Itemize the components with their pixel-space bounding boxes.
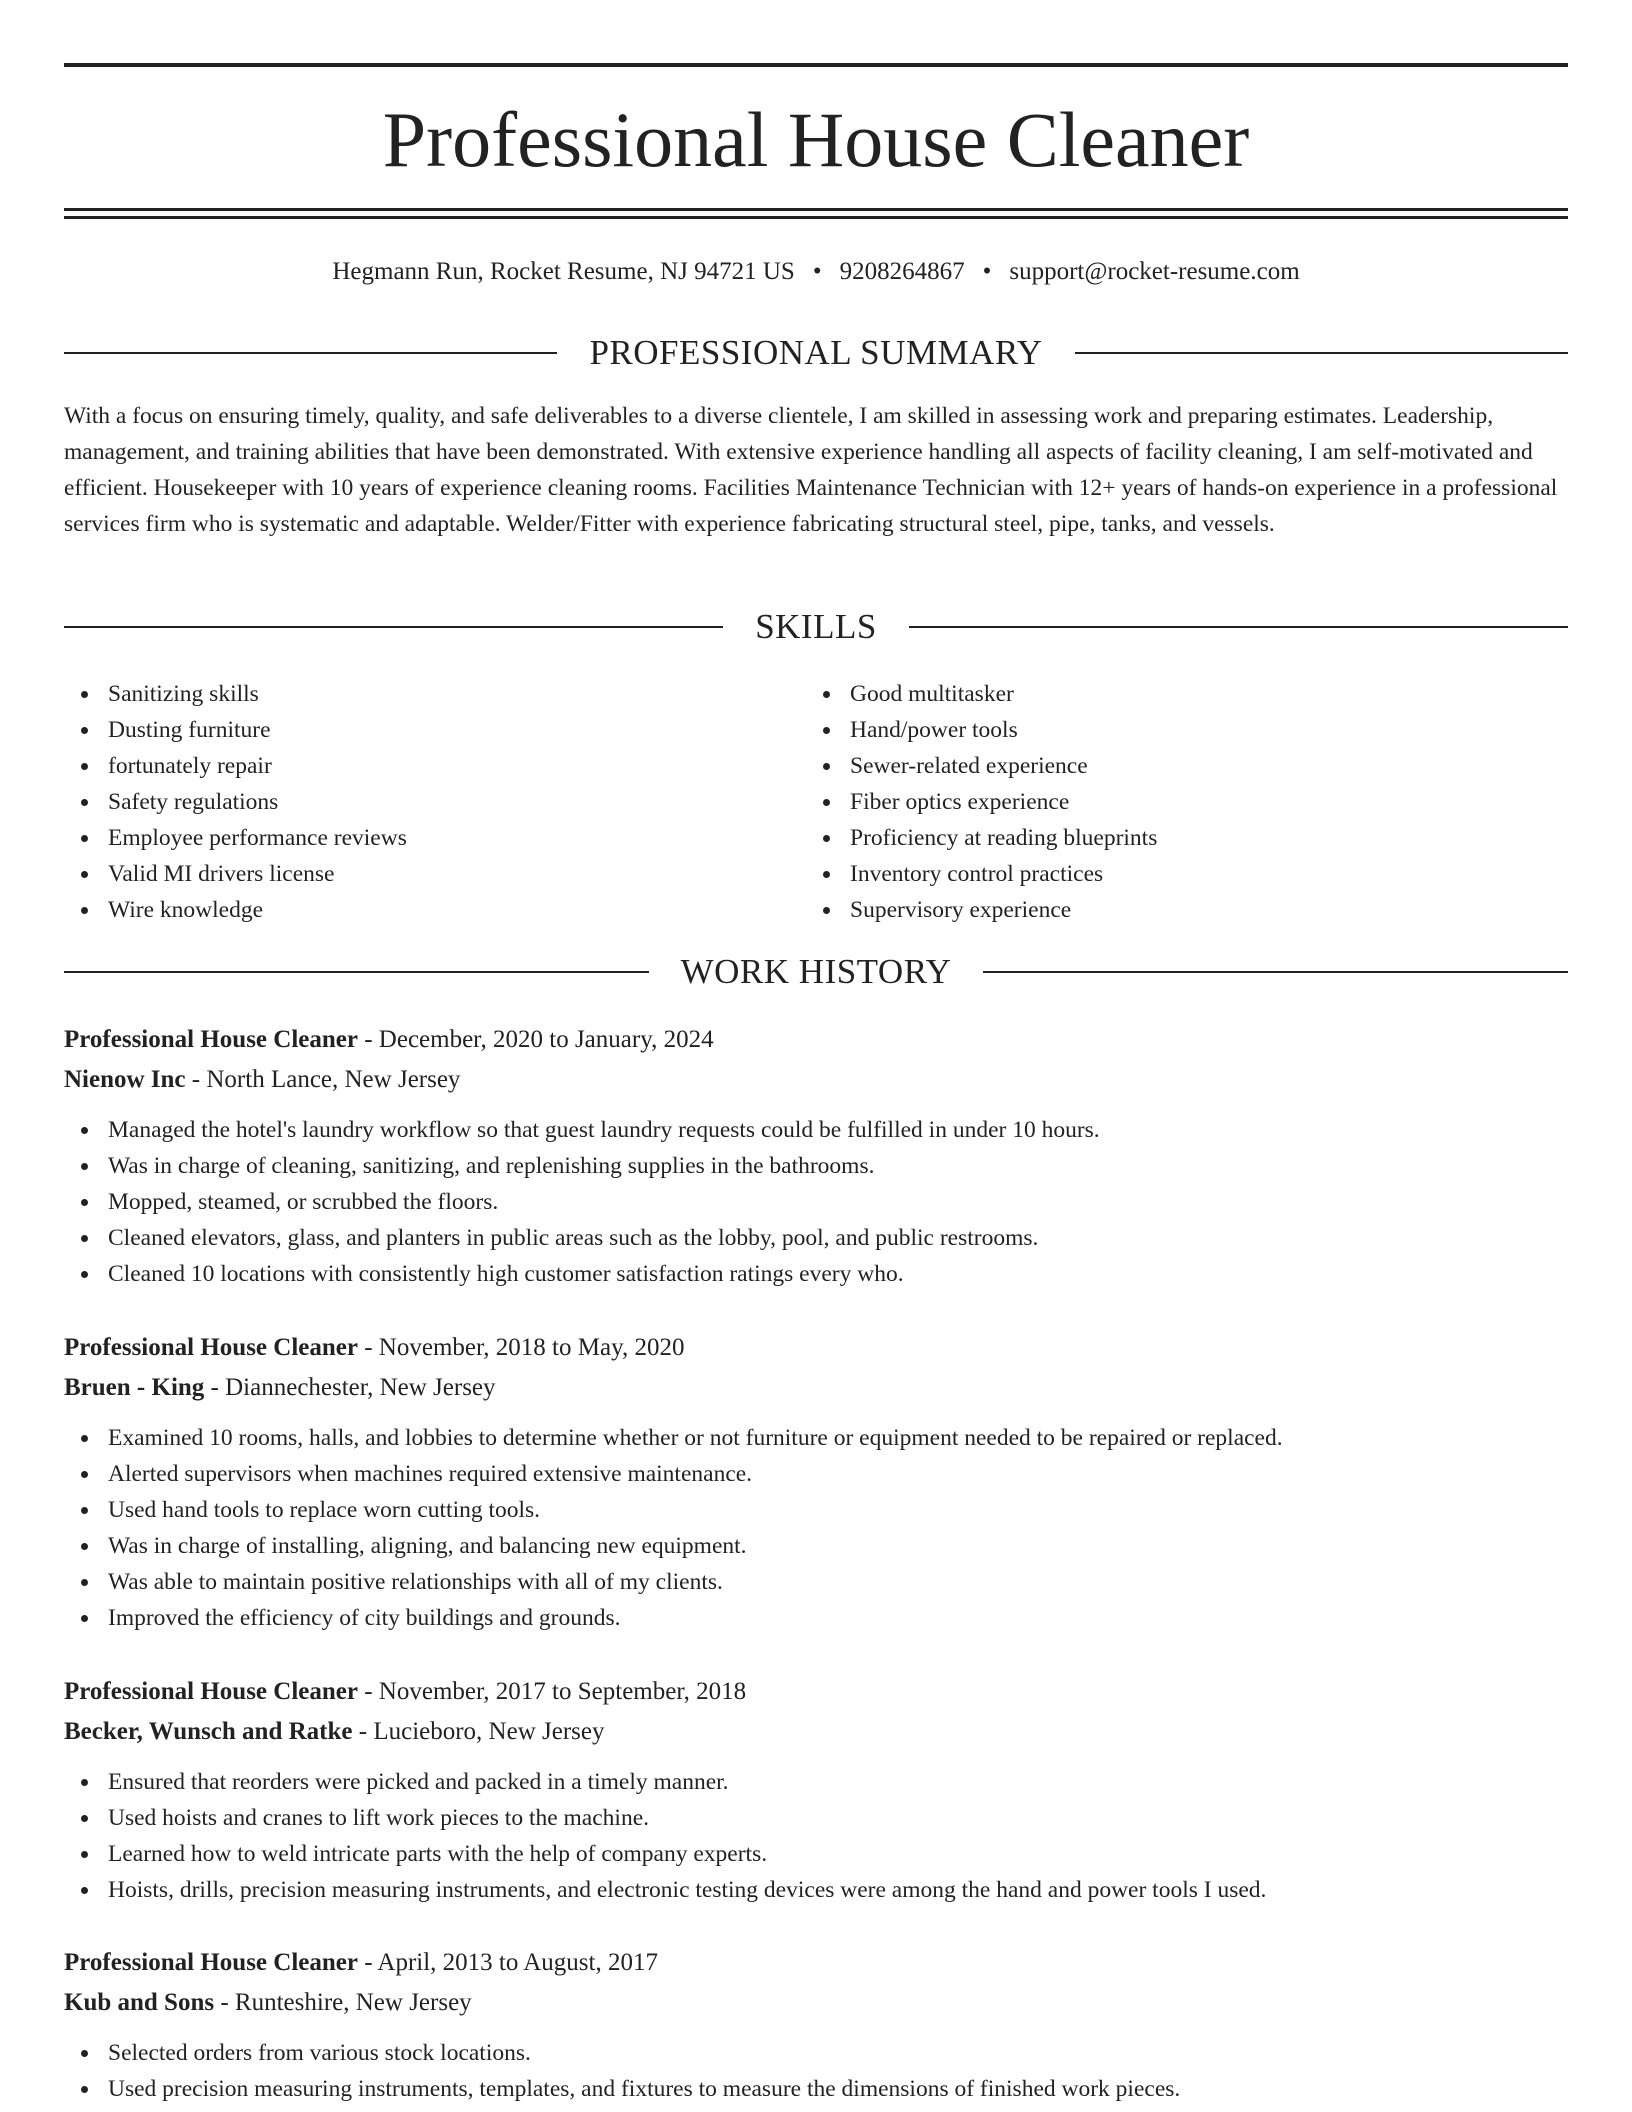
job-bullet: Hoists, drills, precision measuring instruments, and electronic testing devices were among the hand and power tools I used. (64, 1872, 1568, 1908)
job-entry (64, 1943, 1568, 2107)
skill-item: Good multitasker (806, 676, 1546, 712)
job-bullet: Alerted supervisors when machines required extensive maintenance. (64, 1456, 1568, 1492)
job-bullet: Used precision measuring instruments, templates, and fixtures to measure the dimensions of finished work pieces. (64, 2071, 1568, 2107)
job-entry (64, 1328, 1568, 1636)
job-company: Bruen - King (64, 1374, 205, 1401)
section-rule-right (909, 626, 1568, 628)
section-title: WORK HISTORY (680, 952, 952, 991)
job-location: - North Lance, New Jersey (185, 1066, 461, 1093)
section-rule-right (1075, 352, 1568, 354)
section-heading-summary (64, 331, 1568, 375)
summary-text: With a focus on ensuring timely, quality, and safe deliverables to a diverse clientele, I am skilled in assessing work and preparing estimates. Leadership, management, and training abilities that have been demonstrated. With extensive experience handling all aspects of facility cleaning, I am self-motivated and efficient. Housekeeper with 10 years of experience cleaning rooms. Facilities Maintenance Technician with 12+ years of hands-on experience in a professional services firm who is systematic and adaptable. Welder/Fitter with experience fabricating structural steel, pipe, tanks, and vessels. (64, 403, 1558, 537)
job-bullet: Was in charge of cleaning, sanitizing, and replenishing supplies in the bathrooms. (64, 1148, 1568, 1184)
job-bullet: Cleaned elevators, glass, and planters in public areas such as the lobby, pool, and public restrooms. (64, 1220, 1568, 1256)
header-double-rule-upper (64, 208, 1568, 211)
skill-item: Sanitizing skills (64, 676, 804, 712)
skills-list-left (64, 676, 804, 928)
job-bullet: Ensured that reorders were picked and packed in a timely manner. (64, 1764, 1568, 1800)
job-location: - Diannechester, New Jersey (204, 1374, 496, 1401)
contact-email: support@rocket-resume.com (1009, 258, 1300, 285)
section-title: SKILLS (755, 607, 877, 646)
section-rule-left (64, 352, 557, 354)
job-dates: - November, 2018 to May, 2020 (357, 1334, 685, 1361)
job-location: - Runteshire, New Jersey (214, 1989, 472, 2016)
job-dates: - November, 2017 to September, 2018 (357, 1678, 747, 1705)
job-bullet: Mopped, steamed, or scrubbed the floors. (64, 1184, 1568, 1220)
job-title: Professional House Cleaner (64, 1334, 358, 1361)
job-bullets (64, 2035, 1568, 2107)
contact-phone: 9208264867 (839, 258, 965, 285)
job-bullet: Was in charge of installing, aligning, and balancing new equipment. (64, 1528, 1568, 1564)
candidate-name: Professional House Cleaner (382, 96, 1250, 183)
skill-item: Supervisory experience (806, 892, 1546, 928)
section-rule-right (983, 971, 1568, 973)
header-top-rule (64, 63, 1568, 67)
job-dates: - December, 2020 to January, 2024 (357, 1026, 714, 1053)
skill-item: Hand/power tools (806, 712, 1546, 748)
skill-item: Dusting furniture (64, 712, 804, 748)
section-rule-left (64, 971, 649, 973)
skill-item: Valid MI drivers license (64, 856, 804, 892)
job-bullet: Used hand tools to replace worn cutting tools. (64, 1492, 1568, 1528)
job-title: Professional House Cleaner (64, 1026, 358, 1053)
skills-list-right (806, 676, 1546, 928)
header-double-rule-lower (64, 216, 1568, 219)
job-company: Nienow Inc (64, 1066, 186, 1093)
section-title: PROFESSIONAL SUMMARY (589, 333, 1043, 372)
section-heading-skills (64, 605, 1568, 649)
skill-item: Fiber optics experience (806, 784, 1546, 820)
contact-line (64, 254, 1568, 290)
job-title-line (64, 1943, 1568, 1983)
contact-separator: • (812, 258, 822, 285)
job-company-line (64, 1983, 1568, 2023)
job-title-line (64, 1672, 1568, 1712)
skill-item: Proficiency at reading blueprints (806, 820, 1546, 856)
job-company-line (64, 1712, 1568, 1752)
skill-item: Safety regulations (64, 784, 804, 820)
job-bullet: Was able to maintain positive relationships with all of my clients. (64, 1564, 1568, 1600)
job-dates: - April, 2013 to August, 2017 (357, 1949, 658, 1976)
job-company-line (64, 1368, 1568, 1408)
job-company: Kub and Sons (64, 1989, 215, 2016)
skill-item: fortunately repair (64, 748, 804, 784)
skill-item: Sewer-related experience (806, 748, 1546, 784)
contact-address: Hegmann Run, Rocket Resume, NJ 94721 US (332, 258, 795, 285)
job-title: Professional House Cleaner (64, 1678, 358, 1705)
job-bullet: Selected orders from various stock locations. (64, 2035, 1568, 2071)
job-entry (64, 1672, 1568, 1908)
job-company: Becker, Wunsch and Ratke (64, 1718, 353, 1745)
job-title-line (64, 1328, 1568, 1368)
skill-item: Inventory control practices (806, 856, 1546, 892)
job-bullet: Managed the hotel's laundry workflow so that guest laundry requests could be fulfilled in under 10 hours. (64, 1112, 1568, 1148)
section-heading-work-history (64, 950, 1568, 994)
job-entry (64, 1020, 1568, 1292)
contact-separator: • (982, 258, 992, 285)
job-title: Professional House Cleaner (64, 1949, 358, 1976)
job-title-line (64, 1020, 1568, 1060)
job-bullet: Cleaned 10 locations with consistently high customer satisfaction ratings every who. (64, 1256, 1568, 1292)
job-bullet: Learned how to weld intricate parts with the help of company experts. (64, 1836, 1568, 1872)
job-company-line (64, 1060, 1568, 1100)
job-bullet: Used hoists and cranes to lift work pieces to the machine. (64, 1800, 1568, 1836)
skill-item: Wire knowledge (64, 892, 804, 928)
job-bullets (64, 1112, 1568, 1292)
skill-item: Employee performance reviews (64, 820, 804, 856)
section-rule-left (64, 626, 723, 628)
job-bullets (64, 1420, 1568, 1636)
job-bullet: Examined 10 rooms, halls, and lobbies to determine whether or not furniture or equipment needed to be repaired or replaced. (64, 1420, 1568, 1456)
job-bullet: Improved the efficiency of city buildings and grounds. (64, 1600, 1568, 1636)
job-location: - Lucieboro, New Jersey (352, 1718, 605, 1745)
job-bullets (64, 1764, 1568, 1908)
